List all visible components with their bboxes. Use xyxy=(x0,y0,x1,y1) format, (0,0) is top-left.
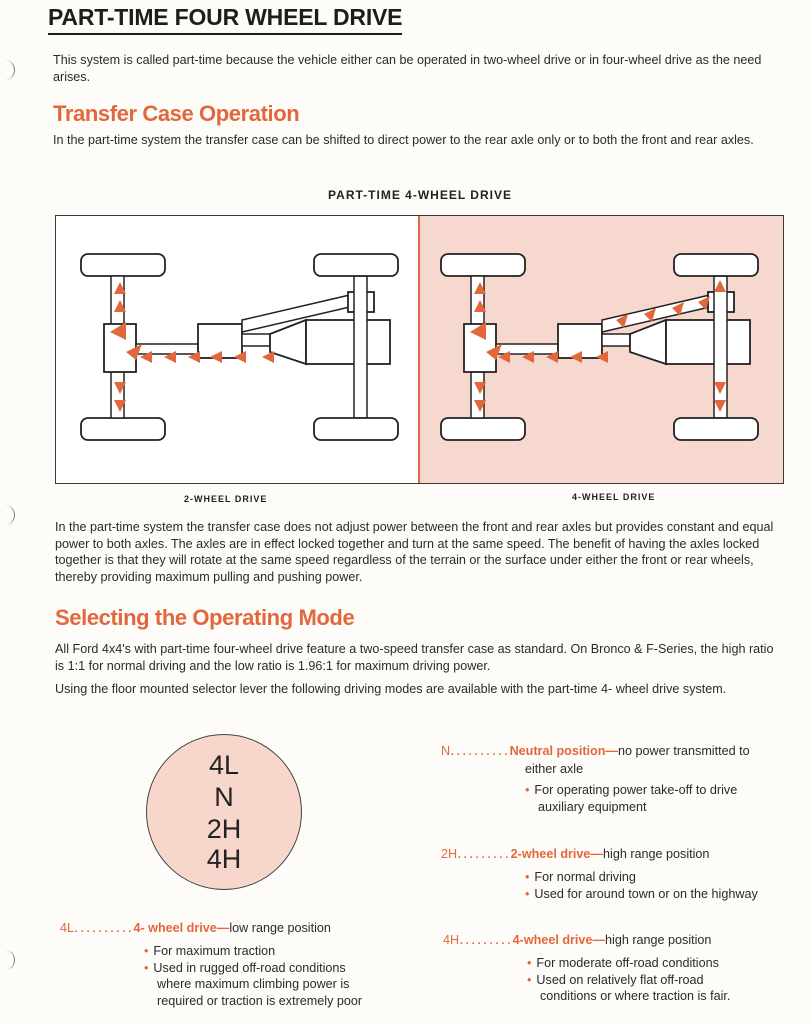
bullet-item-cont xyxy=(540,988,803,1005)
mode-description: high range position xyxy=(605,933,712,947)
dial-position-4h: 4H xyxy=(206,844,242,874)
mode-description: high range position xyxy=(603,847,710,861)
mode-name: Neutral position xyxy=(509,744,606,758)
bullet-text: conditions or where traction is fair. xyxy=(540,989,731,1003)
leader-dots: ......... xyxy=(457,845,511,862)
mode-name: 4- wheel drive xyxy=(133,921,217,935)
bullet-item: • Used for around town or on the highway xyxy=(525,886,758,901)
mode-dash: — xyxy=(605,744,619,758)
bullet-text: For moderate off-road conditions xyxy=(536,956,719,970)
bullet-text: For maximum traction xyxy=(153,944,276,958)
mode-2h xyxy=(441,845,801,902)
dial-position-4l: 4L xyxy=(208,750,240,780)
drivetrain-svg xyxy=(56,216,783,483)
bullet-text: For normal driving xyxy=(534,870,636,884)
mode-dash: — xyxy=(592,933,606,947)
mode-description: low range position xyxy=(229,921,331,935)
bullet-item: • For operating power take-off to drive xyxy=(525,783,738,797)
bullet-item: • For moderate off-road conditions xyxy=(527,956,719,970)
mode-neutral xyxy=(441,742,801,815)
mode-key: 4H xyxy=(443,933,460,947)
diagram-caption: PART-TIME 4-WHEEL DRIVE xyxy=(328,188,512,202)
bullet-item: • For normal driving xyxy=(525,870,636,884)
dial-position-n: N xyxy=(214,782,234,812)
bullet-text: Used on relatively flat off-road xyxy=(536,972,704,987)
explanation-paragraph: In the part-time system the transfer case does not adjust power between the front and rear axles but provides constant and equal power to both axles. The axles are in effect locked together and turn at the same speed. The benefit of having the axles locked together is that they will rotate at the same speed regardless of the terrain or the surface under either the front or rear wheels, thereby providing maximum pulling and pushing power. xyxy=(55,520,774,584)
mode-dash: — xyxy=(590,847,604,861)
mode-description: no power transmitted to xyxy=(618,744,750,758)
bullet-text: Used in rugged off-road conditions xyxy=(153,960,346,975)
dial-position-2h: 2H xyxy=(206,814,242,844)
selecting-mode-heading: Selecting the Operating Mode xyxy=(55,605,355,630)
four-wheel-drive-label: 4-WHEEL DRIVE xyxy=(572,492,656,502)
mode-4l xyxy=(60,919,420,1009)
mode-key: N xyxy=(441,744,451,758)
two-wheel-drive-label: 2-WHEEL DRIVE xyxy=(184,494,268,504)
binder-hole-middle xyxy=(0,505,15,525)
leader-dots: ......... xyxy=(459,931,513,948)
mode-key: 4L xyxy=(60,921,75,935)
bullet-item: • Used in rugged off-road conditions xyxy=(144,960,346,975)
selecting-paragraph-2: Using the floor mounted selector lever the following driving modes are available with the part-time 4- wheel drive system. xyxy=(55,682,727,696)
bullet-text: For operating power take-off to drive xyxy=(534,783,738,797)
bullet-text: auxiliary equipment xyxy=(538,799,647,814)
transfer-case-paragraph: In the part-time system the transfer case can be shifted to direct power to the rear axle only or to both the front and rear axles. xyxy=(53,133,754,147)
bullet-item-cont xyxy=(157,993,420,1010)
bullet-text: required or traction is extremely poor xyxy=(157,993,363,1008)
mode-name: 2-wheel drive xyxy=(510,847,591,861)
page-title: PART-TIME FOUR WHEEL DRIVE xyxy=(48,4,402,35)
leader-dots: .......... xyxy=(74,919,134,936)
intro-paragraph: This system is called part-time because the vehicle either can be operated in two-wheel drive or in four-wheel drive as the need arises. xyxy=(53,53,762,84)
bullet-item-cont xyxy=(538,799,801,816)
mode-key: 2H xyxy=(441,847,458,861)
bullet-item: • Used on relatively flat off-road xyxy=(527,972,704,987)
binder-hole-bottom xyxy=(0,950,15,970)
bullet-item-cont xyxy=(157,976,420,993)
binder-hole-top xyxy=(0,60,15,80)
transfer-case-heading: Transfer Case Operation xyxy=(53,101,300,126)
selector-lever-dial xyxy=(146,734,302,890)
bullet-item: • For maximum traction xyxy=(144,944,276,958)
drivetrain-diagram xyxy=(55,215,784,484)
bullet-text: Used for around town or on the highway xyxy=(534,886,758,901)
mode-dash: — xyxy=(216,921,230,935)
mode-name: 4-wheel drive xyxy=(512,933,593,947)
leader-dots: .......... xyxy=(450,742,510,759)
bullet-text: where maximum climbing power is xyxy=(157,977,350,991)
selecting-paragraph-1: All Ford 4x4's with part-time four-wheel drive feature a two-speed transfer case as standard. On Bronco & F-Series, the high ratio is 1:1 for normal driving and the low ratio is 1.96:1 for maximum driving power. xyxy=(55,642,774,673)
mode-description-cont: either axle xyxy=(525,762,584,776)
mode-4h xyxy=(443,931,803,1005)
